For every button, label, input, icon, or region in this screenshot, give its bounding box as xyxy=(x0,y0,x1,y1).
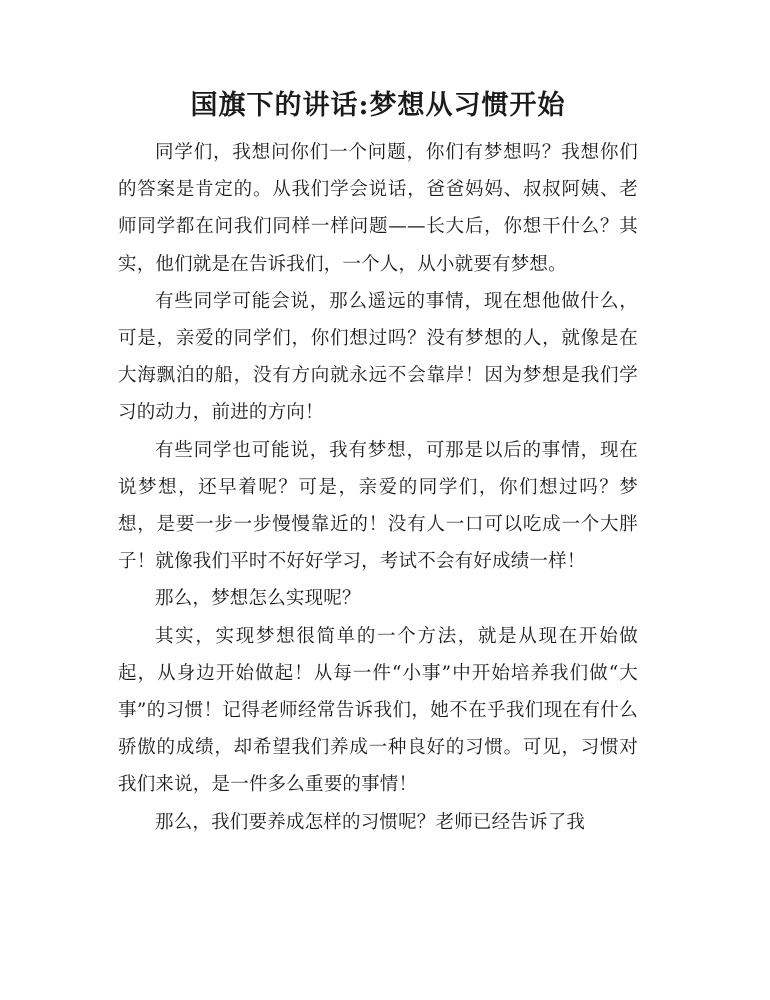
paragraph-1: 同学们，我想问你们一个问题，你们有梦想吗？我想你们的答案是肯定的。从我们学会说话，爸爸妈妈、叔叔阿姨、老师同学都在问我们同样一样问题——长大后，你想干什么？其实，他们就是在告诉我们，一个人，从小就要有梦想。 xyxy=(118,142,638,275)
paragraph-3: 有些同学也可能说，我有梦想，可那是以后的事情，现在说梦想，还早着呢？可是，亲爱的同学们，你们想过吗？梦想，是要一步一步慢慢靠近的！没有人一口可以吃成一个大胖子！就像我们平时不好好学习，考试不会有好成绩一样！ xyxy=(118,439,638,573)
document-title: 国旗下的讲话:梦想从习惯开始 xyxy=(190,90,566,121)
paragraph-2: 有些同学可能会说，那么遥远的事情，现在想他做什么，可是，亲爱的同学们，你们想过吗？没有梦想的人，就像是在大海飘泊的船，没有方向就永远不会靠岸！因为梦想是我们学习的动力，前进的方向！ xyxy=(118,290,638,424)
document-body xyxy=(118,134,638,841)
paragraph-6: 那么，我们要养成怎样的习惯呢？老师已经告诉了我 xyxy=(155,811,586,833)
paragraph-4: 那么，梦想怎么实现呢？ xyxy=(155,588,361,610)
document-page xyxy=(118,0,638,1000)
paragraph-5: 其实，实现梦想很简单的一个方法，就是从现在开始做起，从身边开始做起！从每一件“小事”中开始培养我们做“大事”的习惯！记得老师经常告诉我们，她不在乎我们现在有什么骄傲的成绩，却希望我们养成一种良好的习惯。可见，习惯对我们来说，是一件多么重要的事情！ xyxy=(118,625,638,796)
